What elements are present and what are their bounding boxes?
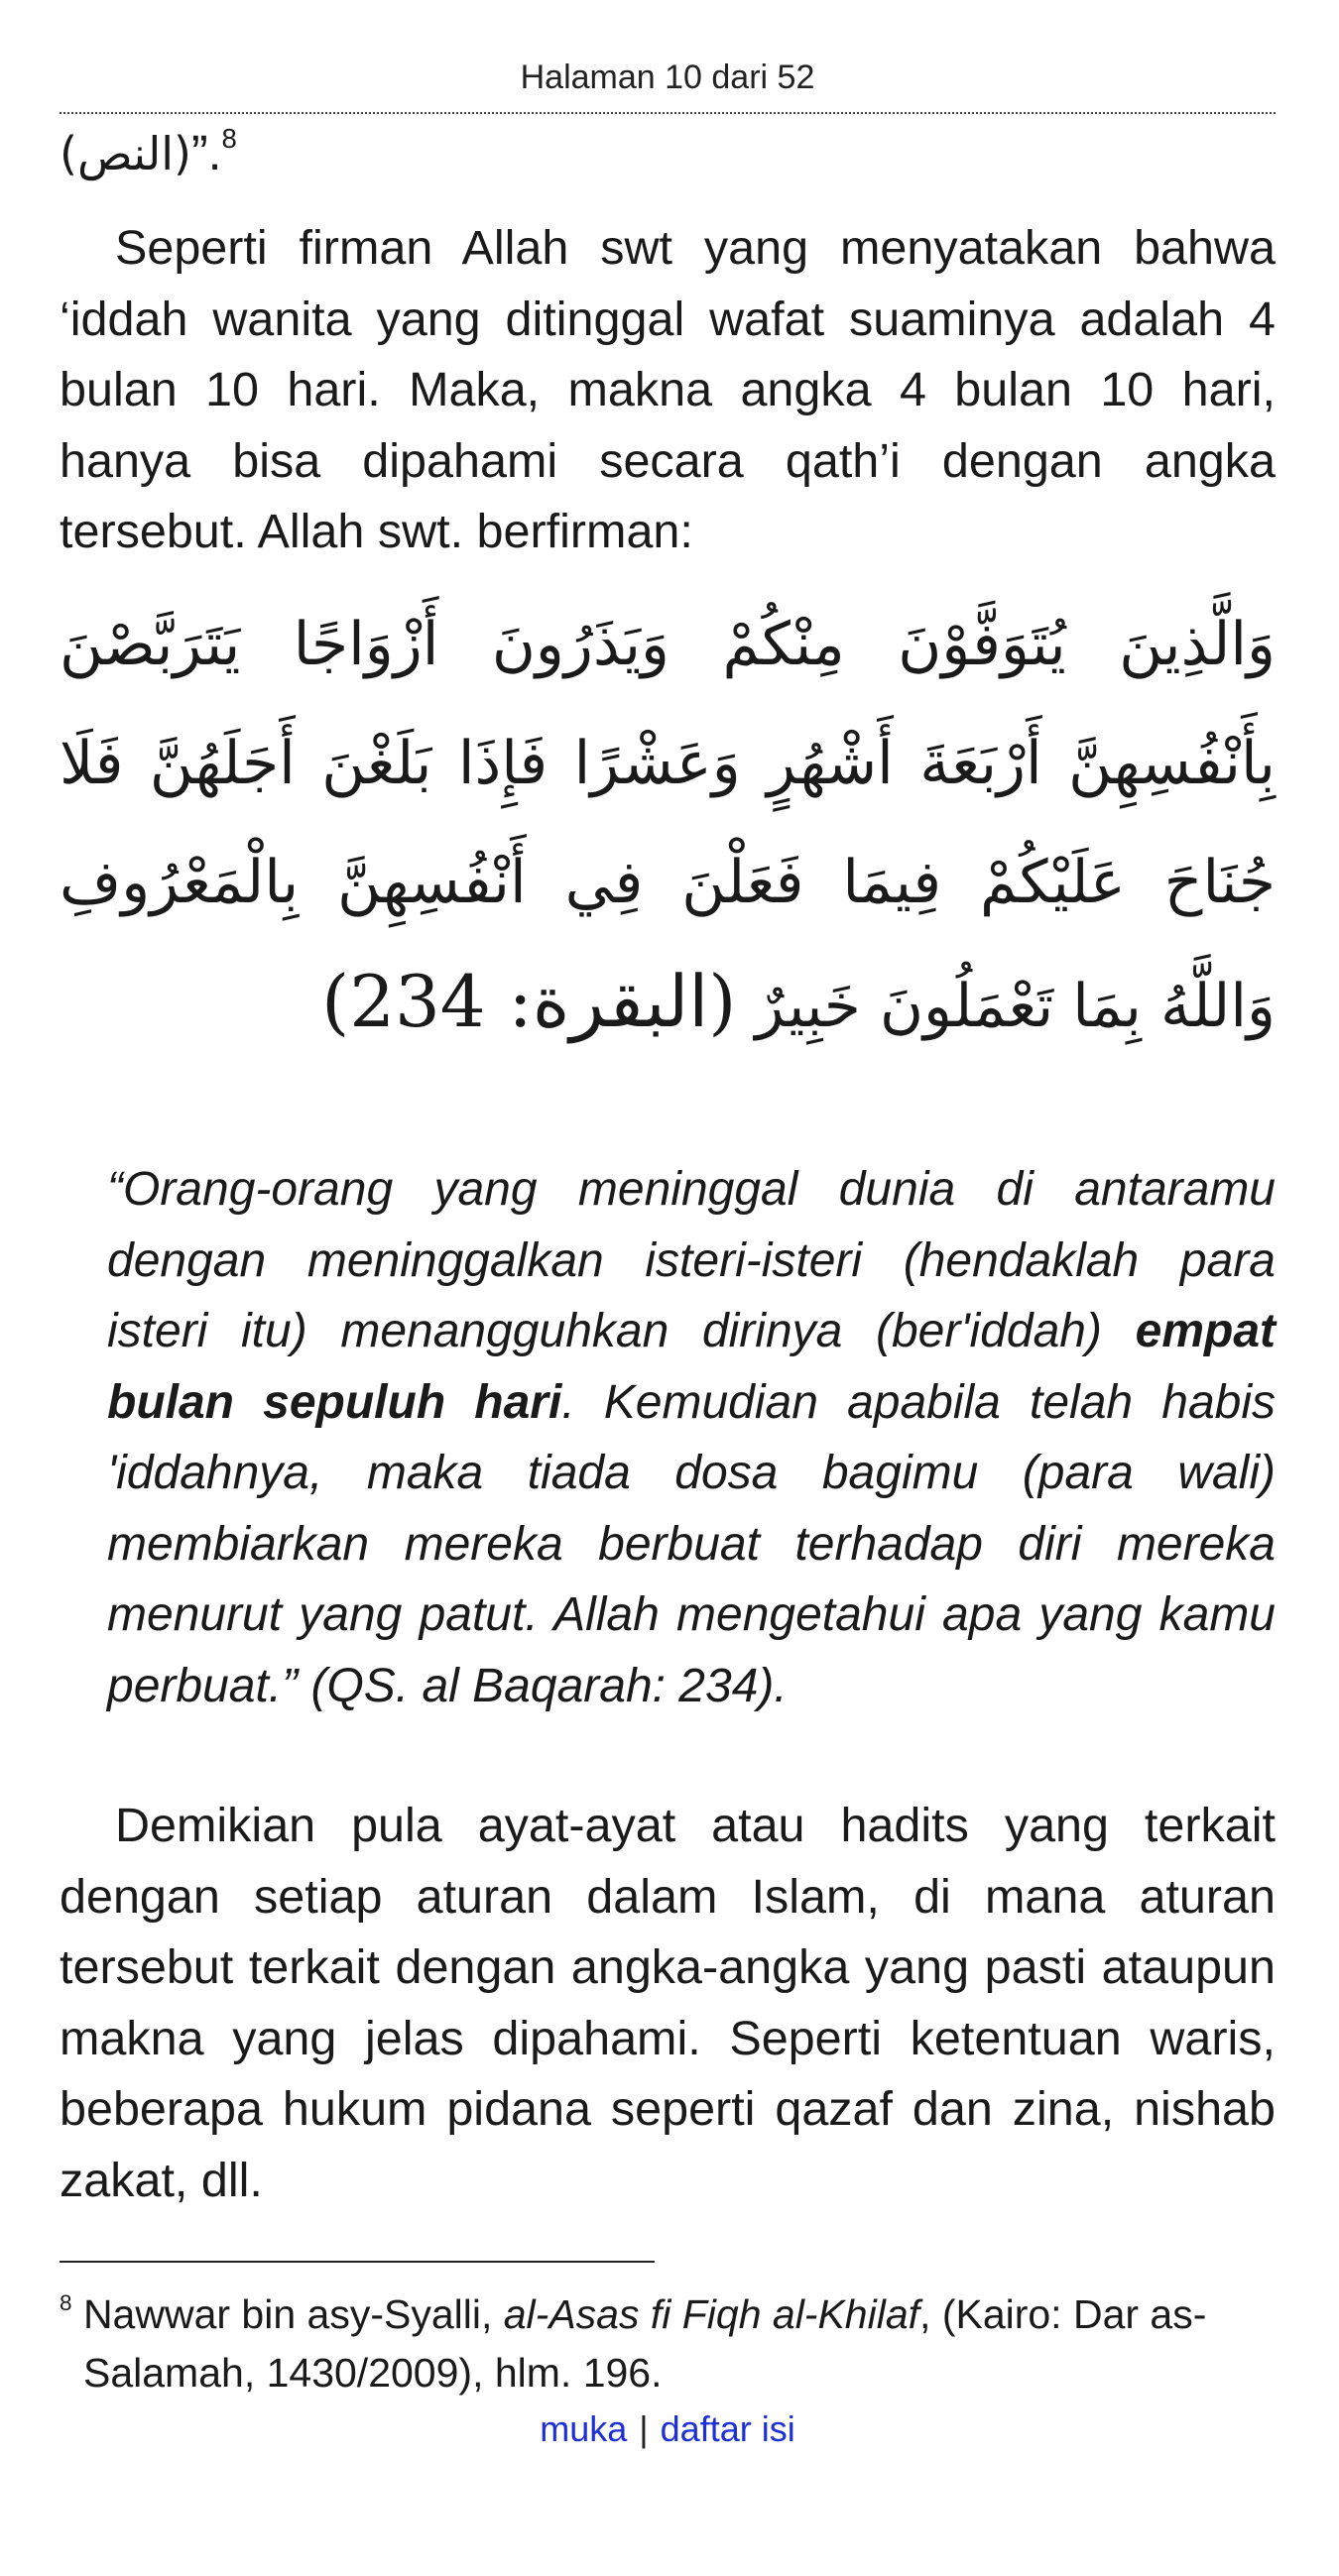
footnote-divider bbox=[60, 2261, 655, 2263]
quote-close: ”. bbox=[190, 125, 222, 180]
verse-text: وَالَّذِينَ يُتَوَفَّوْنَ مِنْكُمْ وَيَذَرُونَ أَزْوَاجًا يَتَرَبَّصْنَ بِأَنْفُسِهِنَّ أَرْبَعَةَ أَشْهُرٍ وَعَشْرًا فَإِذَا بَلَغْنَ أَجَلَهُنَّ فَلَا جُنَاحَ عَلَيْكُمْ فِيمَا فَعَلْنَ فِي أَنْفُسِهِنَّ بِالْمَعْرُوفِ وَاللَّهُ بِمَا تَعْمَلُونَ خَبِيرٌ bbox=[60, 610, 1276, 1041]
footnote-number: 8 bbox=[60, 2289, 72, 2315]
footnote-reference[interactable]: 8 bbox=[221, 123, 237, 154]
quran-verse bbox=[60, 585, 1276, 1066]
footnote-author: Nawwar bin asy-Syalli, bbox=[82, 2291, 504, 2337]
page-header: Halaman 10 dari 52 bbox=[520, 59, 815, 96]
table-of-contents-link[interactable]: daftar isi bbox=[660, 2408, 795, 2449]
paragraph-text: Seperti firman Allah swt yang menyatakan bahwa ‘iddah wanita yang ditinggal wafat suaminya adalah 4 bulan 10 hari. Maka, makna angka 4 bulan 10 hari, hanya bisa dipahami secara qath’i dengan angka tersebut. Allah swt. berfirman: bbox=[60, 221, 1276, 558]
document-page bbox=[60, 0, 1276, 2576]
footnote bbox=[60, 2285, 1276, 2402]
arabic-term: (النص) bbox=[60, 127, 191, 180]
home-link[interactable]: muka bbox=[540, 2408, 628, 2449]
nav-separator: | bbox=[639, 2408, 649, 2449]
body-paragraph-2 bbox=[60, 1791, 1276, 2216]
translation-text-end: . Kemudian apabila telah habis 'iddahnya, maka tiada dosa bagimu (para wali) membiarkan mereka berbuat terhadap diri mereka menurut yang patut. Allah mengetahui apa yang kamu perbuat.” (QS. al Baqarah: 234). bbox=[107, 1375, 1276, 1712]
footnote-details: , (Kairo: Dar as-Salamah, 1430/2009), hlm. 196. bbox=[83, 2291, 1207, 2396]
continued-text bbox=[60, 117, 237, 189]
footnote-title: al-Asas fi Fiqh al-Khilaf bbox=[503, 2291, 920, 2337]
header-divider bbox=[60, 112, 1276, 114]
translation-text-start: “Orang-orang yang meninggal dunia di antaramu dengan meninggalkan isteri-isteri (hendaklah para isteri itu) menangguhkan dirinya (ber'iddah) bbox=[107, 1163, 1276, 1357]
verse-translation bbox=[107, 1154, 1276, 1721]
body-paragraph-1 bbox=[60, 213, 1276, 568]
translation-emphasis: empat bulan sepuluh hari bbox=[107, 1305, 1276, 1429]
verse-reference: (البقرة: 234) bbox=[321, 960, 737, 1043]
paragraph-text: Demikian pula ayat-ayat atau hadits yang terkait dengan setiap aturan dalam Islam, di mana aturan tersebut terkait dengan angka-angka yang pasti ataupun makna yang jelas dipahami. Seperti ketentuan waris, beberapa hukum pidana seperti qazaf dan zina, nishab zakat, dll. bbox=[60, 1799, 1276, 2207]
page-navigation bbox=[60, 2407, 1276, 2451]
